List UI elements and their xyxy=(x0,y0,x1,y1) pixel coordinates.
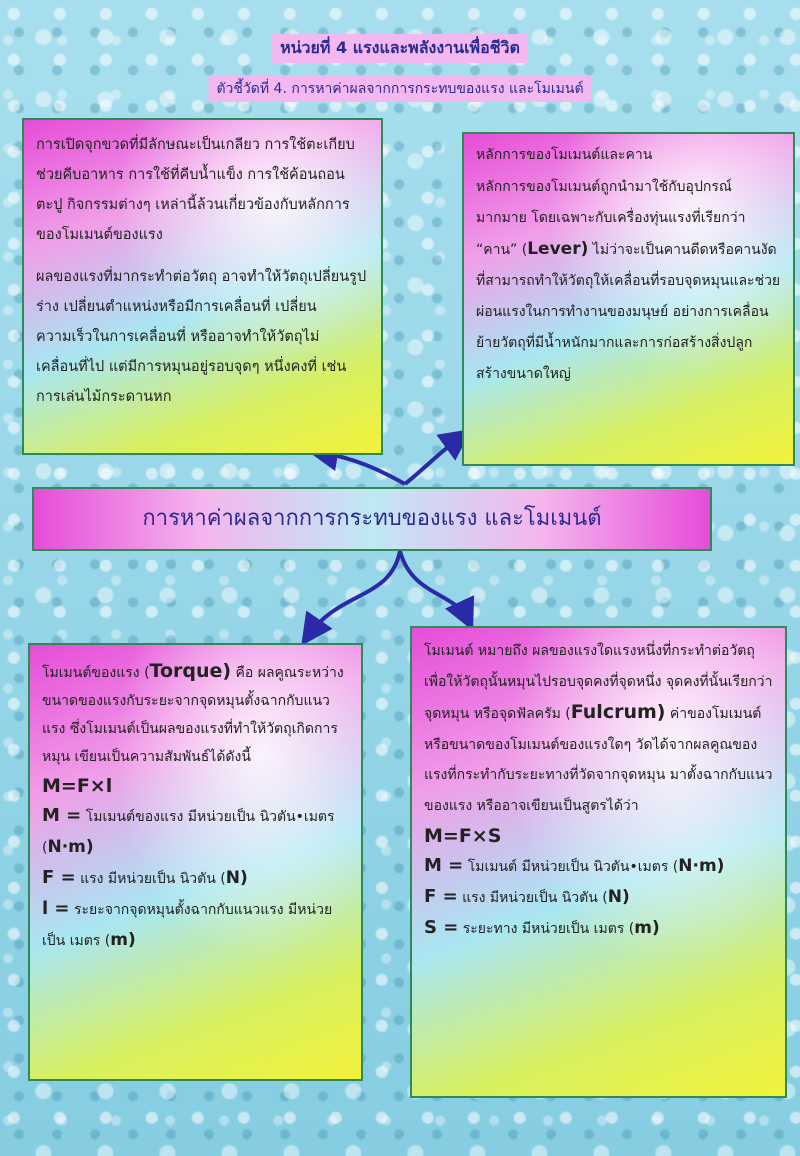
definition-f xyxy=(42,863,349,894)
moment-definition-box xyxy=(410,626,787,1098)
moment-intro xyxy=(424,636,773,821)
torque-box xyxy=(28,643,363,1081)
definition-text: โมเมนต์ มีหน่วยเป็น นิวตัน•เมตร ( xyxy=(463,859,679,875)
moment-text-a: โมเมนต์ หมายถึง ผลของแรงใดแรงหนึ่งที่กระทำต่อวัตถุ เพื่อให้วัตถุนั้นหมุนไปรอบจุดคงที่จุดหนึ่ง จุดคงที่นั้นเรียกว่า จุดหมุน หรือจุดฟัลครัม ( xyxy=(424,643,773,722)
lever-text-a: หลักการของโมเมนต์ถูกนำมาใช้กับอุปกรณ์มากมาย โดยเฉพาะกับเครื่องทุ่นแรงที่เรียกว่า “คาน” ( xyxy=(476,179,746,258)
main-topic-title: การหาค่าผลจากการกระทบของแรง และโมเมนต์ xyxy=(32,487,712,551)
arrow-to-top-right xyxy=(405,436,462,484)
fulcrum-term: Fulcrum) xyxy=(570,701,666,723)
torque-text-a: โมเมนต์ของแรง ( xyxy=(42,665,150,681)
indicator-subtitle: ตัวชี้วัดที่ 4. การหาค่าผลจากการกระทบของแรง และโมเมนต์ xyxy=(208,76,591,102)
symbol: F = xyxy=(424,886,458,907)
definition-m xyxy=(42,801,349,863)
force-effects-paragraph: ผลของแรงที่มากระทำต่อวัตถุ อาจทำให้วัตถุเปลี่ยนรูปร่าง เปลี่ยนตำแหน่งหรือมีการเคลื่อนที่ เปลี่ยนความเร็วในการเคลื่อนที่ หรืออาจทำให้วัตถุไม่เคลื่อนที่ไป แต่มีการหมุนอยู่รอบจุดๆ หนึ่งคงที่ เช่น การเล่นไม้กระดานหก xyxy=(36,269,367,405)
lever-principle-text xyxy=(476,172,781,390)
symbol: M = xyxy=(424,855,464,876)
moment-text-b: ค่าของโมเมนต์ หรือขนาดของโมเมนต์ของแรงใดๆ วัดได้จากผลคูณของแรงที่กระทำกับระยะทางที่วัดจากจุดหมุน มาตั้งฉากกับแนวของแรง หรืออาจเขียนเป็นสูตรได้ว่า xyxy=(424,706,773,814)
definition-m xyxy=(424,851,773,882)
unit-title: หน่วยที่ 4 แรงและพลังงานเพื่อชีวิต xyxy=(272,34,528,63)
torque-formula: M=F×l xyxy=(42,775,113,797)
definition-s xyxy=(424,913,773,944)
symbol: F = xyxy=(42,867,76,888)
torque-intro xyxy=(42,657,349,771)
examples-box xyxy=(22,118,383,455)
examples-paragraph: การเปิดจุกขวดที่มีลักษณะเป็นเกลียว การใช้ตะเกียบช่วยคีบอาหาร การใช้ที่คีบน้ำแข็ง การใช้ค้อนถอนตะปู กิจกรรมต่างๆ เหล่านี้ล้วนเกี่ยวข้องกับหลักการของโมเมนต์ของแรง xyxy=(36,137,355,243)
unit: N) xyxy=(225,868,248,888)
lever-principle-heading: หลักการของโมเมนต์และคาน xyxy=(476,147,653,163)
definition-l xyxy=(42,894,349,956)
arrow-to-bottom-left xyxy=(308,551,400,636)
symbol: M = xyxy=(42,805,82,826)
arrow-to-bottom-right xyxy=(400,551,468,620)
symbol: S = xyxy=(424,917,459,938)
definition-text: โมเมนต์ของแรง มีหน่วยเป็น นิวตัน•เมตร ( xyxy=(42,809,335,856)
lever-term: Lever) xyxy=(527,239,589,259)
definition-f xyxy=(424,882,773,913)
unit: N·m) xyxy=(678,856,725,876)
torque-term: Torque) xyxy=(149,660,232,682)
torque-text-b: คือ ผลคูณระหว่างขนาดของแรงกับระยะจากจุดหมุนตั้งฉากกับแนวแรง ซึ่งโมเมนต์เป็นผลของแรงที่ทำให้วัตถุเกิดการหมุน เขียนเป็นความสัมพันธ์ได้ดังนี้ xyxy=(42,665,344,765)
arrow-to-top-left xyxy=(318,452,405,484)
definition-text: ระยะจากจุดหมุนตั้งฉากกับแนวแรง มีหน่วยเป็น เมตร ( xyxy=(42,902,333,949)
unit: N·m) xyxy=(47,837,94,857)
definition-text: ระยะทาง มีหน่วยเป็น เมตร ( xyxy=(458,921,635,937)
moment-formula: M=F×S xyxy=(424,825,502,847)
lever-text-b: ไม่ว่าจะเป็นคานดีดหรือคานงัดที่สามารถทำให้วัตถุให้เคลื่อนที่รอบจุดหมุนและช่วยผ่อนแรงในการทำงานของมนุษย์ อย่างการเคลื่อนย้ายวัตถุที่มีน้ำหนักมากและการก่อสร้างสิ่งปลูกสร้างขนาดใหญ่ xyxy=(476,242,781,382)
symbol: l = xyxy=(42,898,70,919)
definition-text: แรง มีหน่วยเป็น นิวตัน ( xyxy=(75,871,226,887)
unit: N) xyxy=(607,887,630,907)
definition-text: แรง มีหน่วยเป็น นิวตัน ( xyxy=(457,890,608,906)
lever-principle-box xyxy=(462,132,795,466)
unit: m) xyxy=(634,918,660,938)
unit: m) xyxy=(110,930,136,950)
